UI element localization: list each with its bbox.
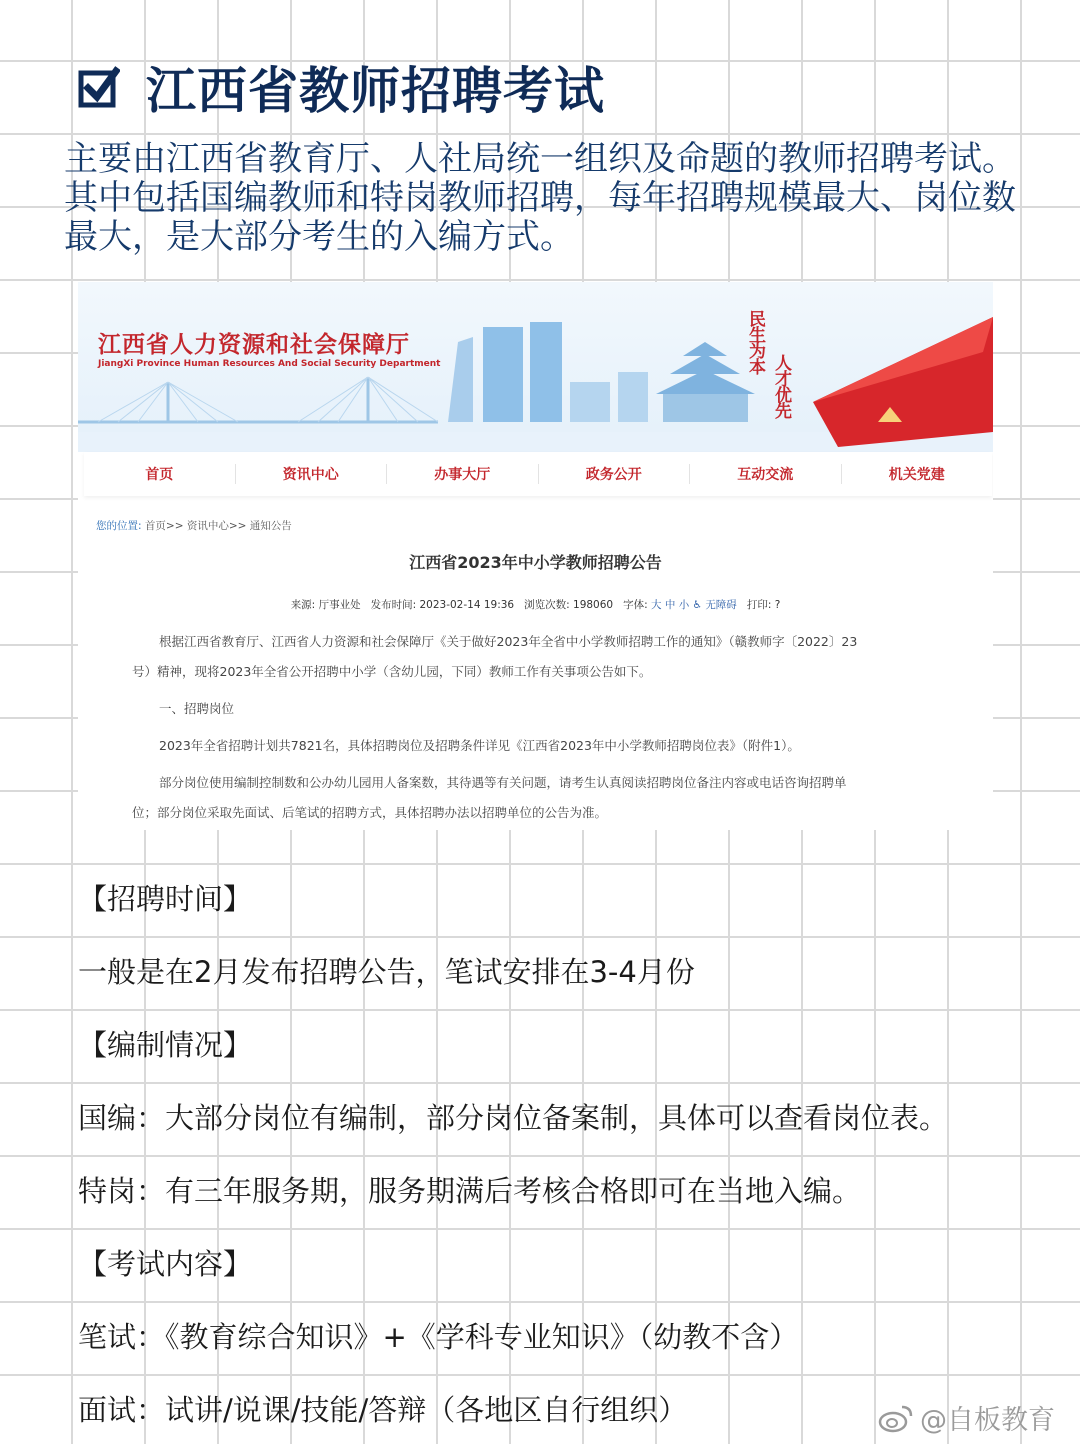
accessibility-link[interactable]: 无障碍 [705, 599, 737, 611]
article-paragraph [132, 768, 962, 828]
paragraph-continuation: 号）精神，现将2023年全省公开招聘中小学（含幼儿园，下同）教师工作有关事项公告如下。 [132, 664, 652, 679]
font-size-links[interactable]: 大 中 小 [651, 599, 690, 611]
breadcrumb-path[interactable]: 首页>> 资讯中心>> 通知公告 [144, 520, 292, 532]
recruit-time-heading: 【招聘时间】 [78, 882, 253, 916]
staffing-heading: 【编制情况】 [78, 1028, 253, 1062]
paragraph-text: 一、招聘岗位 [159, 701, 235, 716]
site-nav [84, 452, 992, 496]
intro-line: 其中包括国编教师和特岗教师招聘，每年招聘规模最大、岗位数 [64, 178, 1016, 218]
intro-text [64, 140, 1064, 257]
staffing-guobian: 国编：大部分岗位有编制，部分岗位备案制，具体可以查看岗位表。 [78, 1101, 949, 1135]
nav-home[interactable]: 首页 [84, 464, 236, 484]
header [78, 52, 605, 122]
breadcrumb-label: 您的位置: [96, 520, 142, 532]
meta-source-label: 来源: [290, 599, 316, 611]
nav-services[interactable]: 办事大厅 [387, 464, 539, 484]
meta-source: 厅事业处 [318, 599, 361, 611]
nav-open-gov[interactable]: 政务公开 [539, 464, 691, 484]
watermark [878, 1398, 1055, 1437]
page-title: 江西省教师招聘考试 [146, 62, 605, 120]
article-paragraph [132, 694, 962, 724]
intro-line: 最大，是大部分考生的入编方式。 [64, 217, 574, 257]
checkbox-checked-icon [78, 66, 120, 108]
print-link[interactable]: ? [774, 599, 781, 611]
article-meta [78, 597, 993, 612]
intro-line: 主要由江西省教育厅、人社局统一组织及命题的教师招聘考试。 [64, 139, 1016, 179]
watermark-text: @自板教育 [920, 1405, 1055, 1436]
staffing-tegang: 特岗：有三年服务期，服务期满后考核合格即可在当地入编。 [78, 1174, 862, 1208]
paragraph-continuation: 位；部分岗位采取先面试、后笔试的招聘方式，具体招聘办法以招聘单位的公告为准。 [132, 805, 608, 820]
article-paragraph [132, 627, 962, 687]
nav-interaction[interactable]: 互动交流 [690, 464, 842, 484]
paragraph-text: 根据江西省教育厅、江西省人力资源和社会保障厅《关于做好2023年全省中小学教师招聘工作的通知》（赣教师字〔2022〕23 [159, 634, 858, 649]
nav-news[interactable]: 资讯中心 [236, 464, 388, 484]
meta-print-label: 打印: [746, 599, 772, 611]
article-title: 江西省2023年中小学教师招聘公告 [409, 553, 662, 572]
accessibility-icon: ♿ [692, 599, 702, 611]
website-screenshot [78, 282, 993, 830]
meta-time-label: 发布时间: [370, 599, 417, 611]
breadcrumb [96, 518, 292, 533]
article-paragraph [132, 731, 962, 761]
exam-written: 笔试：《教育综合知识》+《学科专业知识》（幼教不含） [78, 1320, 799, 1354]
weibo-icon [878, 1402, 914, 1434]
exam-heading: 【考试内容】 [78, 1247, 253, 1281]
article-body [132, 627, 962, 830]
meta-views-label: 浏览次数: [524, 599, 570, 611]
paragraph-text: 2023年全省招聘计划共7821名，具体招聘岗位及招聘条件详见《江西省2023年中小学教师招聘岗位表》（附件1）。 [159, 738, 800, 753]
slogan-right: 人才优先 [771, 354, 791, 418]
site-banner [78, 282, 993, 452]
exam-interview: 面试：试讲/说课/技能/答辩（各地区自行组织） [78, 1393, 688, 1427]
nav-party[interactable]: 机关党建 [888, 467, 945, 483]
slogan-left: 民生为本 [745, 310, 765, 374]
meta-time: 2023-02-14 19:36 [419, 599, 515, 611]
department-name: 江西省人力资源和社会保障厅 [98, 332, 410, 358]
meta-views: 198060 [573, 599, 614, 611]
recruit-time-text: 一般是在2月发布招聘公告，笔试安排在3-4月份 [78, 955, 695, 989]
meta-font-label: 字体: [623, 599, 648, 611]
paragraph-text: 部分岗位使用编制控制数和公办幼儿园用人备案数，其待遇等有关问题，请考生认真阅读招聘岗位备注内容或电话咨询招聘单 [159, 775, 847, 790]
department-name-en: JiangXi Province Human Resources And Social Security Department [98, 359, 441, 369]
